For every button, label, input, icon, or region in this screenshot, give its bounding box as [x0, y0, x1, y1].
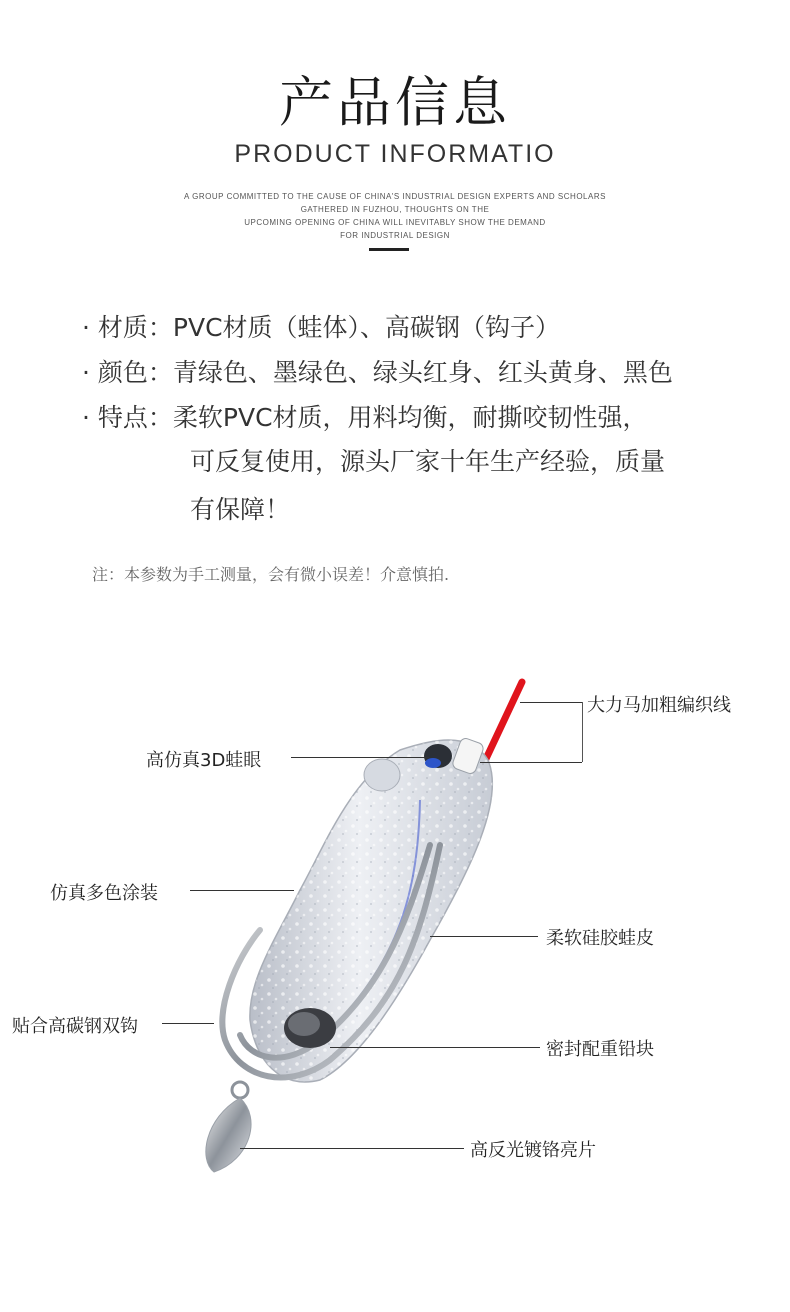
- callout-line-blade: [240, 1148, 464, 1149]
- callout-double-hook: 贴合高碳钢双钩: [12, 1016, 138, 1037]
- callout-line-braided: [520, 702, 582, 703]
- tagline-line-4: FOR INDUSTRIAL DESIGN: [340, 231, 450, 240]
- tagline-line-2: GATHERED IN FUZHOU, THOUGHTS ON THE: [300, 205, 490, 214]
- tagline: [0, 190, 790, 242]
- measurement-note: 注：本参数为手工测量，会有微小误差！介意慎拍.: [92, 565, 450, 584]
- info-feature: · 特点：柔软PVC材质，用料均衡，耐撕咬韧性强，: [82, 403, 648, 432]
- callout-coating: 仿真多色涂装: [50, 883, 158, 904]
- lead-weight: [284, 1008, 336, 1048]
- callout-braided-line: 大力马加粗编织线: [587, 695, 731, 716]
- callout-line-eye: [291, 757, 429, 758]
- tagline-line-3: UPCOMING OPENING OF CHINA WILL INEVITABLY SHOW THE DEMAND: [244, 218, 546, 227]
- info-material: · 材质：PVC材质（蛙体）、高碳钢（钩子）: [82, 313, 561, 342]
- info-feature-line2: 可反复使用，源头厂家十年生产经验，质量: [190, 447, 666, 476]
- callout-skin: 柔软硅胶蛙皮: [546, 928, 654, 949]
- callout-vline-braided: [582, 702, 583, 762]
- callout-eye: 高仿真3D蛙眼: [146, 750, 262, 771]
- callout-line-coating: [190, 890, 294, 891]
- info-feature-line3: 有保障！: [190, 495, 291, 524]
- info-color: · 颜色：青绿色、墨绿色、绿头红身、红头黄身、黑色: [82, 358, 673, 387]
- frog-lure-illustration: [0, 640, 790, 1200]
- page-title: 产品信息: [279, 71, 511, 134]
- callout-line-weight: [330, 1047, 540, 1048]
- callout-line-braided-bottom: [480, 762, 582, 763]
- callout-blade: 高反光镀铬亮片: [470, 1140, 596, 1161]
- callout-line-skin: [430, 936, 538, 937]
- callout-weight: 密封配重铅块: [546, 1039, 654, 1060]
- page-subtitle: PRODUCT INFORMATIO: [234, 140, 556, 168]
- callout-line-hook: [162, 1023, 214, 1024]
- tagline-line-1: A GROUP COMMITTED TO THE CAUSE OF CHINA'S INDUSTRIAL DESIGN EXPERTS AND SCHOLARS: [184, 192, 606, 201]
- header-divider: [369, 248, 409, 251]
- frog-eye: [424, 744, 452, 768]
- chrome-blade: [206, 1082, 251, 1172]
